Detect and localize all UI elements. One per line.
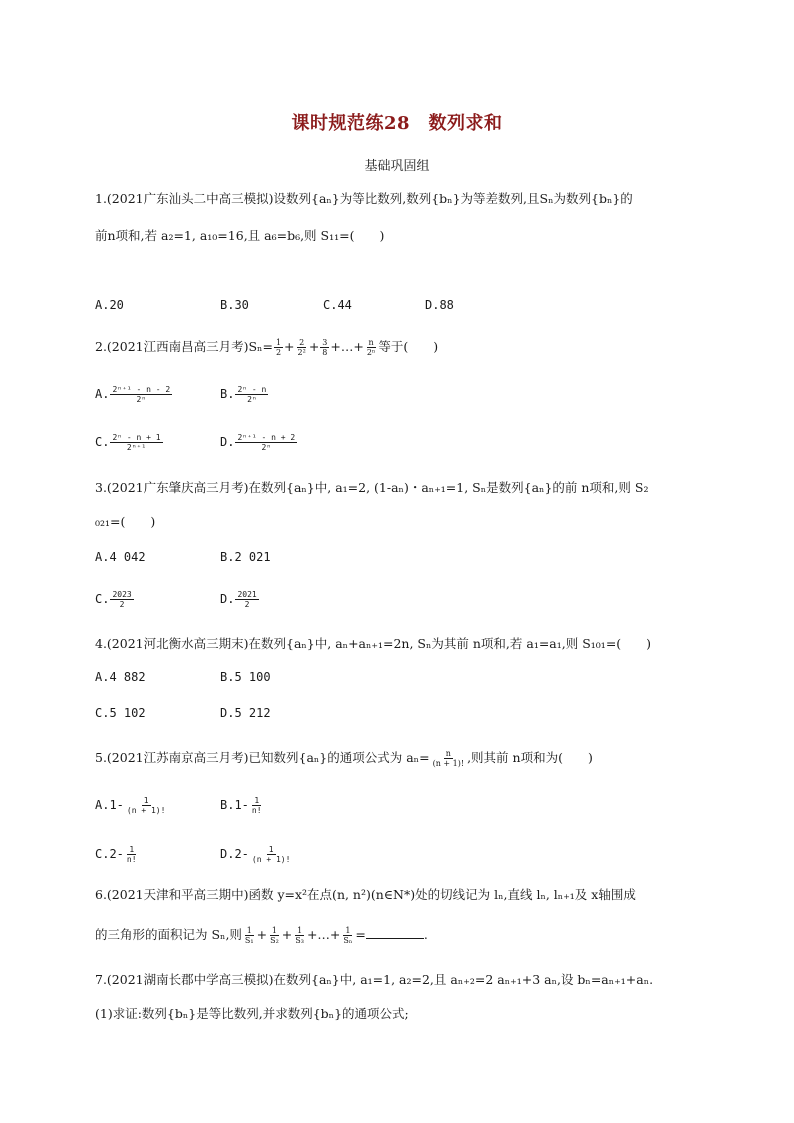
q2-term1: $\frac{1}{2}$ <box>275 338 282 357</box>
q3-option-a[interactable]: A.4 042 <box>95 550 146 564</box>
q1-option-a[interactable]: A.20 <box>95 298 124 312</box>
q4-line1: 4.(2021河北衡水高三期末)在数列{aₙ}中, aₙ+aₙ₊₁=2n, Sₙ为其前 n项和,若 a₁=a₁,则 S₁₀₁=( ) <box>95 636 652 651</box>
q2-stem: 2.(2021江西南昌高三月考)Sₙ= $\frac{1}{2}$ + $\frac{2}{\text{2²}}$ + $\frac{3}{8}$ +…+ $\frac{n}{\text{2ⁿ}}$ 等于( ) <box>95 338 439 357</box>
q2-option-b[interactable]: B. $\frac{\text{2ⁿ - n}}{\text{2ⁿ}}$ <box>220 385 267 404</box>
q4-option-d[interactable]: D.5 212 <box>220 706 271 720</box>
q3-option-c[interactable]: C. $\frac{2023}{2}$ <box>95 590 132 609</box>
q2-option-c[interactable]: C. $\frac{\text{2ⁿ - n + 1}}{\text{2ⁿ⁺¹}}$ <box>95 433 161 452</box>
q1-line2: 前n项和,若 a₂=1, a₁₀=16,且 a₆=b₆,则 S₁₁=( ) <box>95 228 385 243</box>
q3-line1: 3.(2021广东肇庆高三月考)在数列{aₙ}中, a₁=2, (1-aₙ)・aₙ₊₁=1, Sₙ是数列{aₙ}的前 n项和,则 S₂ <box>95 480 649 495</box>
q1-option-b[interactable]: B.30 <box>220 298 249 312</box>
q1-line1: 1.(2021广东汕头二中高三模拟)设数列{aₙ}为等比数列,数列{bₙ}为等差数列,且Sₙ为数列{bₙ}的 <box>95 191 633 206</box>
q5-stem: 5.(2021江苏南京高三月考)已知数列{aₙ}的通项公式为 aₙ= $\frac{n}{(n + 1)!}$ ,则其前 n项和为( ) <box>95 749 593 768</box>
q2-suffix: 等于( ) <box>378 339 439 354</box>
q7-line1: 7.(2021湖南长郡中学高三模拟)在数列{aₙ}中, a₁=1, a₂=2,且 aₙ₊₂=2 aₙ₊₁+3 aₙ,设 bₙ=aₙ₊₁+aₙ. <box>95 972 654 987</box>
q3-option-b[interactable]: B.2 021 <box>220 550 271 564</box>
q4-option-c[interactable]: C.5 102 <box>95 706 146 720</box>
q5-option-c[interactable]: C.2- $\frac{1}{n!}$ <box>95 845 137 864</box>
q5-formula: $\frac{n}{(n + 1)!}$ <box>432 749 465 768</box>
q1-option-c[interactable]: C.44 <box>323 298 352 312</box>
q2-term3: $\frac{3}{8}$ <box>322 338 328 357</box>
page-title: 课时规范练28 数列求和 <box>291 113 503 134</box>
q2-term2: $\frac{2}{\text{2²}}$ <box>297 338 306 357</box>
q4-option-a[interactable]: A.4 882 <box>95 670 146 684</box>
q6-line2: 的三角形的面积记为 Sₙ,则 $\frac{1}{\text{S₁}}$ + $\frac{1}{\text{S₂}}$ + $\frac{1}{\text{S₃}}$ +…+ $\frac{1}{\text{Sₙ}}$ = . <box>95 926 428 945</box>
q2-option-a[interactable]: A. $\frac{\text{2ⁿ⁺¹ - n - 2}}{\text{2ⁿ}}$ <box>95 385 171 404</box>
q5-option-d[interactable]: D.2- $\frac{1}{(n + 1)!}$ <box>220 845 291 864</box>
q2-option-d[interactable]: D. $\frac{\text{2ⁿ⁺¹ - n + 2}}{\text{2ⁿ}}$ <box>220 433 296 452</box>
q2-term-n: $\frac{n}{\text{2ⁿ}}$ <box>366 338 376 357</box>
q4-option-b[interactable]: B.5 100 <box>220 670 271 684</box>
q5-option-b[interactable]: B.1- $\frac{1}{n!}$ <box>220 796 262 815</box>
q2-prefix: 2.(2021江西南昌高三月考)Sₙ= <box>95 339 273 354</box>
q6-line1: 6.(2021天津和平高三期中)函数 y=x²在点(n, n²)(n∈N*)处的切线记为 lₙ,直线 lₙ, lₙ₊₁及 x轴围成 <box>95 887 636 902</box>
q5-option-a[interactable]: A.1- $\frac{1}{(n + 1)!}$ <box>95 796 166 815</box>
section-subtitle: 基础巩固组 <box>364 159 430 174</box>
q7-line2: (1)求证:数列{bₙ}是等比数列,并求数列{bₙ}的通项公式; <box>95 1006 409 1021</box>
q3-line2: ₀₂₁=( ) <box>95 514 156 529</box>
q3-option-d[interactable]: D. $\frac{2021}{2}$ <box>220 590 257 609</box>
q6-answer-blank[interactable] <box>366 926 424 939</box>
q1-option-d[interactable]: D.88 <box>425 298 454 312</box>
